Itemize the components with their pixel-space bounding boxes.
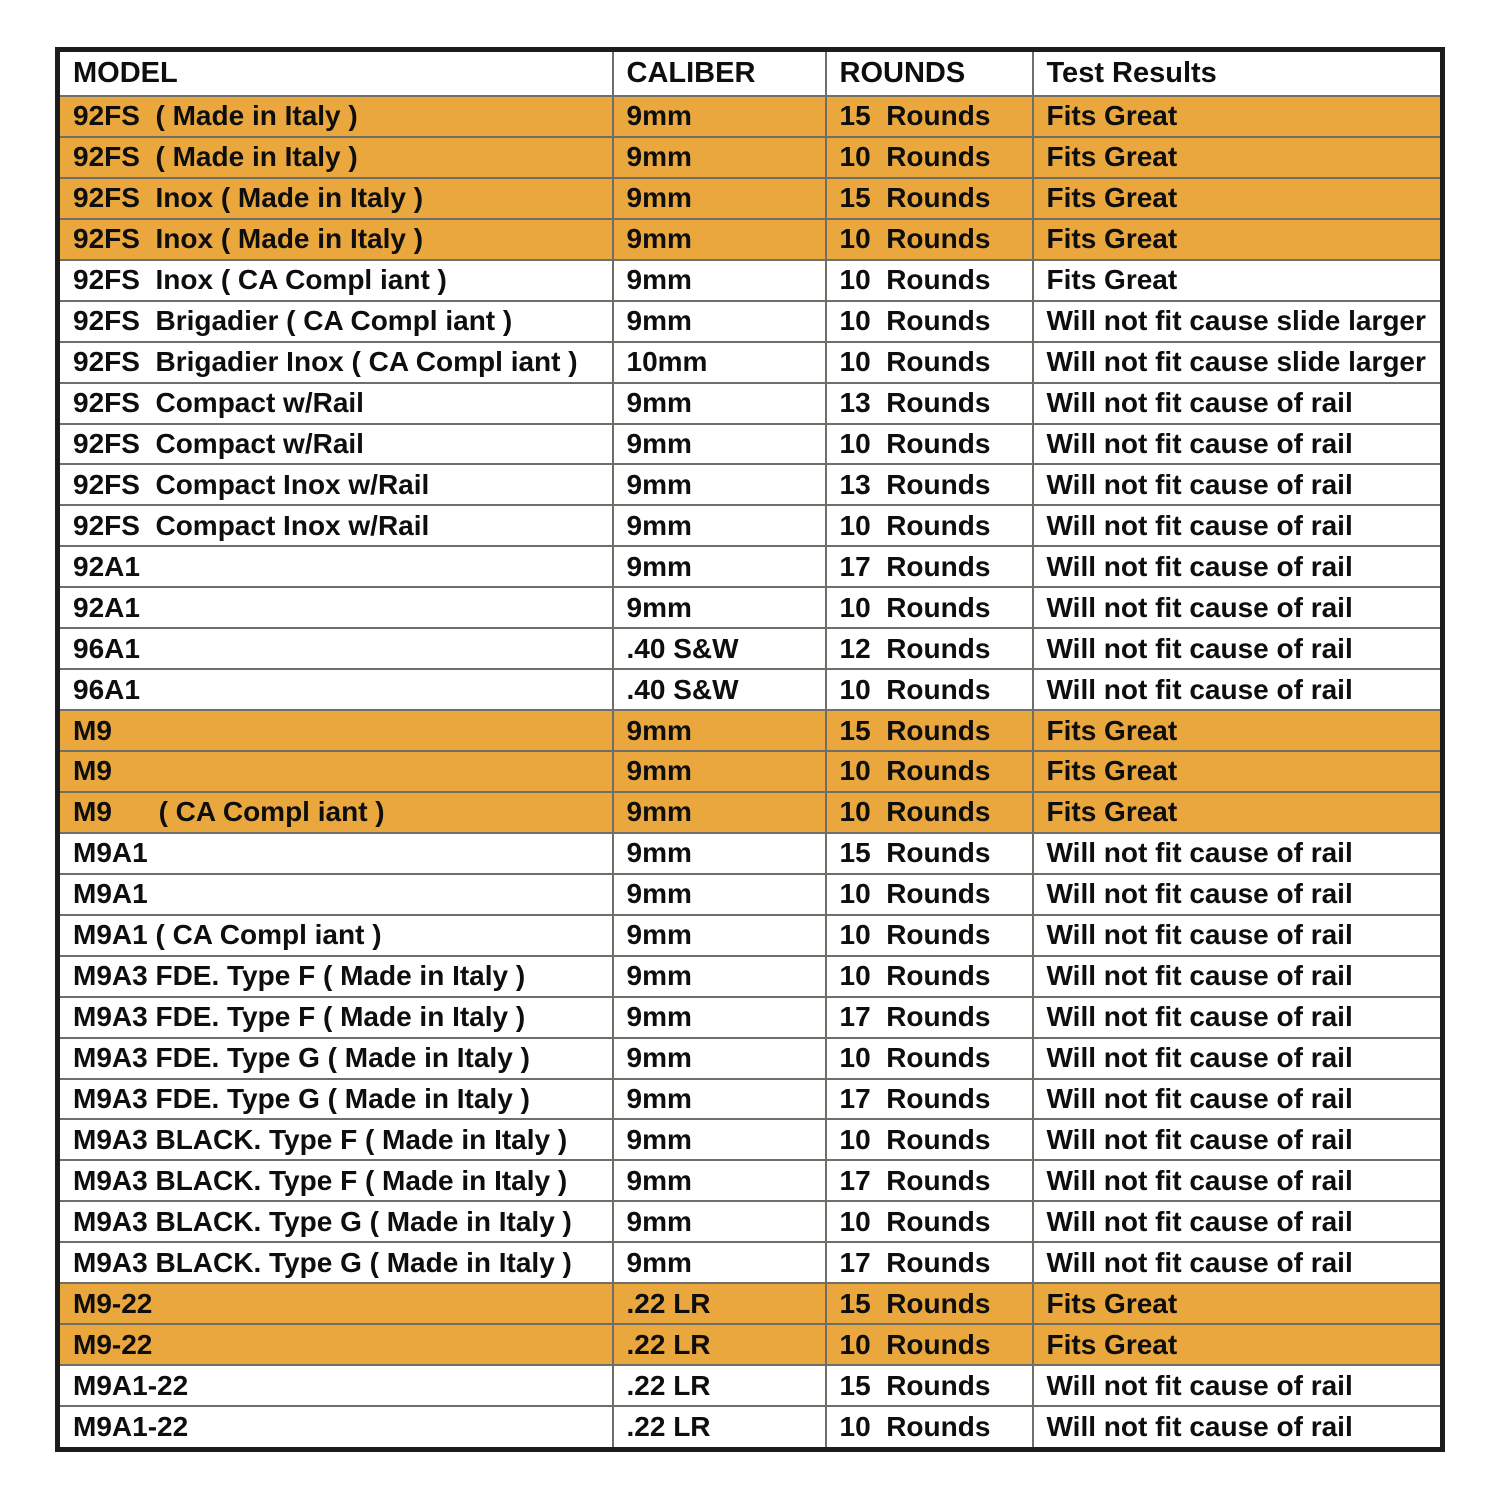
- result-cell: Fits Great: [1033, 260, 1443, 301]
- caliber-cell: 9mm: [613, 792, 826, 833]
- result-cell: Will not fit cause of rail: [1033, 669, 1443, 710]
- rounds-cell: 10 Rounds: [826, 874, 1033, 915]
- column-header-model: MODEL: [58, 50, 613, 97]
- rounds-cell: 13 Rounds: [826, 464, 1033, 505]
- model-cell: 92FS Compact w/Rail: [58, 383, 613, 424]
- model-cell: 92FS Brigadier ( CA Compl iant ): [58, 301, 613, 342]
- caliber-cell: .40 S&W: [613, 669, 826, 710]
- table-row: [58, 383, 1443, 424]
- table-row: [58, 1160, 1443, 1201]
- header-row: [58, 50, 1443, 97]
- table-row: [58, 874, 1443, 915]
- table-row: [58, 342, 1443, 383]
- result-cell: Will not fit cause of rail: [1033, 833, 1443, 874]
- table-row: [58, 1324, 1443, 1365]
- result-cell: Will not fit cause of rail: [1033, 628, 1443, 669]
- caliber-cell: 9mm: [613, 833, 826, 874]
- result-cell: Will not fit cause of rail: [1033, 1119, 1443, 1160]
- table-row: [58, 137, 1443, 178]
- model-cell: 92FS Compact Inox w/Rail: [58, 464, 613, 505]
- rounds-cell: 10 Rounds: [826, 915, 1033, 956]
- table-row: [58, 1406, 1443, 1450]
- result-cell: Fits Great: [1033, 1324, 1443, 1365]
- model-cell: 92FS Brigadier Inox ( CA Compl iant ): [58, 342, 613, 383]
- caliber-cell: 9mm: [613, 710, 826, 751]
- column-header-rounds: ROUNDS: [826, 50, 1033, 97]
- result-cell: Will not fit cause of rail: [1033, 1079, 1443, 1120]
- caliber-cell: 9mm: [613, 1038, 826, 1079]
- model-cell: 92FS ( Made in Italy ): [58, 137, 613, 178]
- caliber-cell: 9mm: [613, 1160, 826, 1201]
- caliber-cell: 9mm: [613, 1079, 826, 1120]
- result-cell: Will not fit cause of rail: [1033, 1365, 1443, 1406]
- model-cell: M9A3 BLACK. Type G ( Made in Italy ): [58, 1201, 613, 1242]
- table-row: [58, 260, 1443, 301]
- table-row: [58, 1365, 1443, 1406]
- rounds-cell: 10 Rounds: [826, 956, 1033, 997]
- column-header-caliber: CALIBER: [613, 50, 826, 97]
- rounds-cell: 10 Rounds: [826, 1201, 1033, 1242]
- caliber-cell: .40 S&W: [613, 628, 826, 669]
- model-cell: M9A3 FDE. Type G ( Made in Italy ): [58, 1038, 613, 1079]
- caliber-cell: 9mm: [613, 546, 826, 587]
- rounds-cell: 17 Rounds: [826, 546, 1033, 587]
- rounds-cell: 10 Rounds: [826, 424, 1033, 465]
- table-row: [58, 1201, 1443, 1242]
- table-row: [58, 669, 1443, 710]
- rounds-cell: 17 Rounds: [826, 1242, 1033, 1283]
- result-cell: Will not fit cause slide larger: [1033, 301, 1443, 342]
- result-cell: Fits Great: [1033, 137, 1443, 178]
- caliber-cell: 9mm: [613, 505, 826, 546]
- caliber-cell: 9mm: [613, 1201, 826, 1242]
- caliber-cell: 9mm: [613, 219, 826, 260]
- result-cell: Will not fit cause of rail: [1033, 587, 1443, 628]
- result-cell: Will not fit cause slide larger: [1033, 342, 1443, 383]
- table-row: [58, 178, 1443, 219]
- result-cell: Fits Great: [1033, 1283, 1443, 1324]
- table-row: [58, 96, 1443, 137]
- model-cell: M9A3 BLACK. Type F ( Made in Italy ): [58, 1119, 613, 1160]
- caliber-cell: 10mm: [613, 342, 826, 383]
- table-row: [58, 505, 1443, 546]
- model-cell: M9-22: [58, 1324, 613, 1365]
- table-body: [58, 96, 1443, 1450]
- rounds-cell: 15 Rounds: [826, 178, 1033, 219]
- caliber-cell: 9mm: [613, 751, 826, 792]
- model-cell: M9A3 BLACK. Type F ( Made in Italy ): [58, 1160, 613, 1201]
- result-cell: Will not fit cause of rail: [1033, 1160, 1443, 1201]
- model-cell: 96A1: [58, 669, 613, 710]
- table-row: [58, 792, 1443, 833]
- rounds-cell: 15 Rounds: [826, 1283, 1033, 1324]
- table-row: [58, 464, 1443, 505]
- caliber-cell: 9mm: [613, 915, 826, 956]
- table-row: [58, 710, 1443, 751]
- caliber-cell: 9mm: [613, 137, 826, 178]
- model-cell: 92FS Inox ( Made in Italy ): [58, 219, 613, 260]
- model-cell: M9A1: [58, 874, 613, 915]
- model-cell: M9A1 ( CA Compl iant ): [58, 915, 613, 956]
- caliber-cell: 9mm: [613, 587, 826, 628]
- caliber-cell: 9mm: [613, 383, 826, 424]
- table-row: [58, 546, 1443, 587]
- result-cell: Will not fit cause of rail: [1033, 424, 1443, 465]
- model-cell: 92FS Compact Inox w/Rail: [58, 505, 613, 546]
- rounds-cell: 17 Rounds: [826, 1079, 1033, 1120]
- column-header-results: Test Results: [1033, 50, 1443, 97]
- model-cell: 92A1: [58, 546, 613, 587]
- model-cell: M9A3 FDE. Type G ( Made in Italy ): [58, 1079, 613, 1120]
- rounds-cell: 10 Rounds: [826, 1119, 1033, 1160]
- result-cell: Will not fit cause of rail: [1033, 464, 1443, 505]
- table-row: [58, 997, 1443, 1038]
- model-cell: 92FS Inox ( CA Compl iant ): [58, 260, 613, 301]
- table-row: [58, 587, 1443, 628]
- rounds-cell: 17 Rounds: [826, 1160, 1033, 1201]
- table-row: [58, 1038, 1443, 1079]
- model-cell: 96A1: [58, 628, 613, 669]
- rounds-cell: 10 Rounds: [826, 342, 1033, 383]
- model-cell: M9A3 FDE. Type F ( Made in Italy ): [58, 997, 613, 1038]
- model-cell: M9A3 FDE. Type F ( Made in Italy ): [58, 956, 613, 997]
- result-cell: Will not fit cause of rail: [1033, 1038, 1443, 1079]
- model-cell: 92FS Inox ( Made in Italy ): [58, 178, 613, 219]
- model-cell: M9A3 BLACK. Type G ( Made in Italy ): [58, 1242, 613, 1283]
- caliber-cell: 9mm: [613, 424, 826, 465]
- rounds-cell: 10 Rounds: [826, 1324, 1033, 1365]
- result-cell: Will not fit cause of rail: [1033, 997, 1443, 1038]
- caliber-cell: 9mm: [613, 874, 826, 915]
- table-row: [58, 1242, 1443, 1283]
- rounds-cell: 17 Rounds: [826, 997, 1033, 1038]
- rounds-cell: 10 Rounds: [826, 751, 1033, 792]
- rounds-cell: 15 Rounds: [826, 1365, 1033, 1406]
- result-cell: Fits Great: [1033, 710, 1443, 751]
- caliber-cell: 9mm: [613, 1242, 826, 1283]
- result-cell: Will not fit cause of rail: [1033, 1242, 1443, 1283]
- caliber-cell: 9mm: [613, 1119, 826, 1160]
- magazine-compatibility-table: [55, 47, 1445, 1452]
- model-cell: M9: [58, 710, 613, 751]
- result-cell: Will not fit cause of rail: [1033, 505, 1443, 546]
- rounds-cell: 10 Rounds: [826, 587, 1033, 628]
- caliber-cell: 9mm: [613, 956, 826, 997]
- model-cell: 92A1: [58, 587, 613, 628]
- result-cell: Fits Great: [1033, 219, 1443, 260]
- table-row: [58, 1119, 1443, 1160]
- rounds-cell: 15 Rounds: [826, 833, 1033, 874]
- rounds-cell: 10 Rounds: [826, 505, 1033, 546]
- model-cell: M9A1-22: [58, 1406, 613, 1450]
- result-cell: Will not fit cause of rail: [1033, 874, 1443, 915]
- rounds-cell: 10 Rounds: [826, 1038, 1033, 1079]
- result-cell: Will not fit cause of rail: [1033, 1406, 1443, 1450]
- table-row: [58, 219, 1443, 260]
- result-cell: Will not fit cause of rail: [1033, 1201, 1443, 1242]
- rounds-cell: 10 Rounds: [826, 137, 1033, 178]
- table-row: [58, 301, 1443, 342]
- result-cell: Will not fit cause of rail: [1033, 546, 1443, 587]
- caliber-cell: 9mm: [613, 96, 826, 137]
- table-row: [58, 628, 1443, 669]
- rounds-cell: 12 Rounds: [826, 628, 1033, 669]
- model-cell: M9A1: [58, 833, 613, 874]
- rounds-cell: 10 Rounds: [826, 301, 1033, 342]
- caliber-cell: 9mm: [613, 997, 826, 1038]
- rounds-cell: 10 Rounds: [826, 792, 1033, 833]
- model-cell: M9 ( CA Compl iant ): [58, 792, 613, 833]
- rounds-cell: 13 Rounds: [826, 383, 1033, 424]
- model-cell: 92FS ( Made in Italy ): [58, 96, 613, 137]
- rounds-cell: 15 Rounds: [826, 710, 1033, 751]
- caliber-cell: .22 LR: [613, 1283, 826, 1324]
- result-cell: Will not fit cause of rail: [1033, 383, 1443, 424]
- table-row: [58, 956, 1443, 997]
- caliber-cell: 9mm: [613, 178, 826, 219]
- rounds-cell: 15 Rounds: [826, 96, 1033, 137]
- result-cell: Fits Great: [1033, 792, 1443, 833]
- table-row: [58, 1079, 1443, 1120]
- table-row: [58, 1283, 1443, 1324]
- rounds-cell: 10 Rounds: [826, 260, 1033, 301]
- result-cell: Will not fit cause of rail: [1033, 915, 1443, 956]
- model-cell: M9-22: [58, 1283, 613, 1324]
- rounds-cell: 10 Rounds: [826, 219, 1033, 260]
- model-cell: M9A1-22: [58, 1365, 613, 1406]
- table-row: [58, 915, 1443, 956]
- table-header: [58, 50, 1443, 97]
- model-cell: 92FS Compact w/Rail: [58, 424, 613, 465]
- rounds-cell: 10 Rounds: [826, 669, 1033, 710]
- result-cell: Will not fit cause of rail: [1033, 956, 1443, 997]
- result-cell: Fits Great: [1033, 96, 1443, 137]
- caliber-cell: .22 LR: [613, 1365, 826, 1406]
- caliber-cell: 9mm: [613, 260, 826, 301]
- caliber-cell: 9mm: [613, 464, 826, 505]
- model-cell: M9: [58, 751, 613, 792]
- table-row: [58, 751, 1443, 792]
- table-row: [58, 833, 1443, 874]
- table-row: [58, 424, 1443, 465]
- caliber-cell: .22 LR: [613, 1324, 826, 1365]
- caliber-cell: 9mm: [613, 301, 826, 342]
- rounds-cell: 10 Rounds: [826, 1406, 1033, 1450]
- result-cell: Fits Great: [1033, 178, 1443, 219]
- caliber-cell: .22 LR: [613, 1406, 826, 1450]
- result-cell: Fits Great: [1033, 751, 1443, 792]
